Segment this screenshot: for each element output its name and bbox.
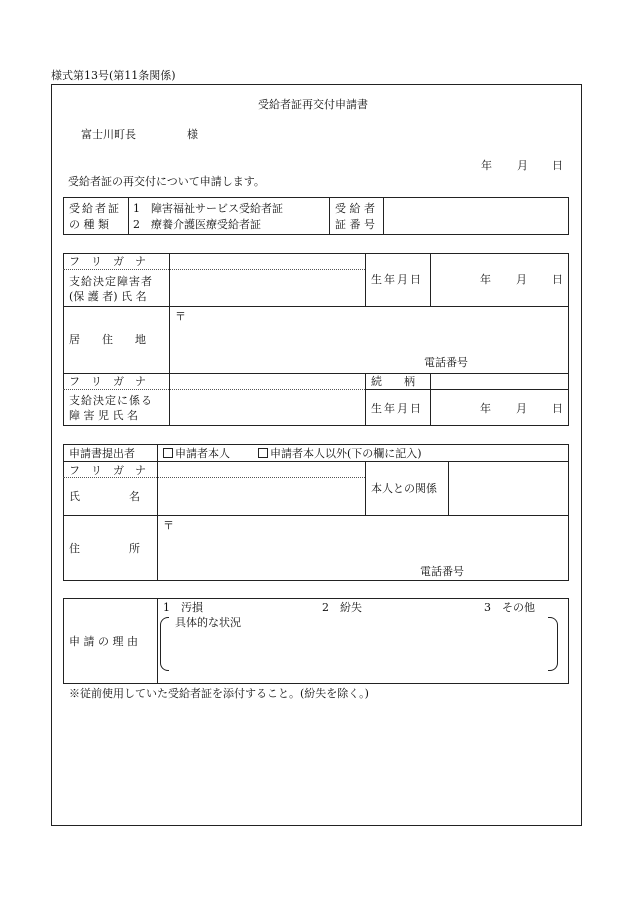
address-phone-label: 電話番号 bbox=[424, 356, 468, 369]
child-name-label-1: 支給決定に係る bbox=[69, 394, 153, 407]
child-name-field[interactable] bbox=[171, 391, 363, 424]
reason-option-1[interactable]: 1 汚損 bbox=[163, 601, 203, 614]
cert-type-label-2: の 種 類 bbox=[69, 218, 109, 231]
child-birth-month: 月 bbox=[516, 402, 527, 415]
submitter-option-other[interactable] bbox=[258, 448, 422, 459]
addressee-suffix: 様 bbox=[187, 128, 198, 141]
child-furigana-field[interactable] bbox=[171, 375, 363, 388]
date-year: 年 bbox=[481, 159, 492, 172]
checkbox-other[interactable] bbox=[258, 448, 268, 458]
applicant-furigana-field[interactable] bbox=[171, 255, 363, 268]
form-title: 受給者証再交付申請書 bbox=[258, 98, 368, 111]
child-birth-day: 日 bbox=[552, 402, 563, 415]
submitter-label: 申請書提出者 bbox=[69, 447, 135, 460]
address-postal-mark: 〒 bbox=[175, 310, 186, 323]
child-birth-year: 年 bbox=[480, 402, 491, 415]
submitter-option-self[interactable] bbox=[163, 448, 230, 459]
submitter-furigana-field[interactable] bbox=[159, 463, 363, 476]
applicant-name-label-1: 支給決定障害者 bbox=[69, 275, 153, 288]
submitter-relation-label: 本人との関係 bbox=[371, 482, 437, 495]
date-day: 日 bbox=[552, 159, 563, 172]
submitter-phone-label: 電話番号 bbox=[420, 565, 464, 578]
relation-field[interactable] bbox=[432, 375, 567, 388]
checkbox-self[interactable] bbox=[163, 448, 173, 458]
submitter-postal-mark: 〒 bbox=[163, 519, 174, 532]
child-birth-label: 生年月日 bbox=[371, 402, 423, 415]
applicant-birth-label: 生年月日 bbox=[371, 273, 423, 286]
reason-detail-bracket-right bbox=[548, 617, 558, 671]
applicant-birth-day: 日 bbox=[552, 273, 563, 286]
reason-detail-label: 具体的な状況 bbox=[175, 616, 241, 629]
applicant-birth-year: 年 bbox=[480, 273, 491, 286]
form-id: 様式第13号(第11条関係) bbox=[51, 69, 176, 82]
submitter-furigana-label: フ リ ガ ナ bbox=[69, 464, 146, 477]
submitter-name-field[interactable] bbox=[159, 479, 363, 513]
submitter-option-self-label: 申請者本人 bbox=[175, 447, 230, 460]
attachment-note: ※従前使用していた受給者証を添付すること。(紛失を除く。) bbox=[69, 687, 369, 700]
child-name-label-2: 障 害 児 氏 名 bbox=[69, 409, 138, 422]
cert-number-field[interactable] bbox=[385, 199, 567, 233]
submitter-relation-field[interactable] bbox=[450, 463, 567, 513]
reason-detail-field[interactable] bbox=[172, 631, 544, 667]
cert-option-1: 1 障害福祉サービス受給者証 bbox=[133, 202, 283, 215]
date-month: 月 bbox=[517, 159, 528, 172]
applicant-name-label-2: (保 護 者) 氏 名 bbox=[69, 290, 147, 303]
address-field[interactable] bbox=[190, 309, 567, 355]
addressee-name: 富士川町長 bbox=[81, 128, 136, 141]
reason-option-3[interactable]: 3 その他 bbox=[484, 601, 535, 614]
submitter-name-label: 氏 名 bbox=[69, 490, 144, 503]
applicant-name-field[interactable] bbox=[171, 271, 363, 305]
cert-type-label-1: 受給者証 bbox=[69, 202, 121, 215]
child-furigana-label: フ リ ガ ナ bbox=[69, 375, 146, 388]
submitter-address-field[interactable] bbox=[178, 518, 567, 564]
cert-number-label-2: 証 番 号 bbox=[335, 218, 375, 231]
intro-text: 受給者証の再交付について申請します。 bbox=[68, 175, 265, 188]
applicant-furigana-label: フ リ ガ ナ bbox=[69, 255, 146, 268]
cert-number-label-1: 受 給 者 bbox=[335, 202, 375, 215]
reason-detail-bracket-left bbox=[160, 617, 169, 671]
reason-label: 申 請 の 理 由 bbox=[69, 635, 138, 648]
address-label: 居 住 地 bbox=[69, 333, 146, 346]
relation-label: 続 柄 bbox=[371, 375, 415, 388]
reason-option-2[interactable]: 2 紛失 bbox=[322, 601, 362, 614]
cert-option-2: 2 療養介護医療受給者証 bbox=[133, 218, 261, 231]
applicant-birth-month: 月 bbox=[516, 273, 527, 286]
submitter-option-other-label: 申請者本人以外(下の欄に記入) bbox=[270, 447, 422, 460]
submitter-address-label: 住 所 bbox=[69, 542, 144, 555]
